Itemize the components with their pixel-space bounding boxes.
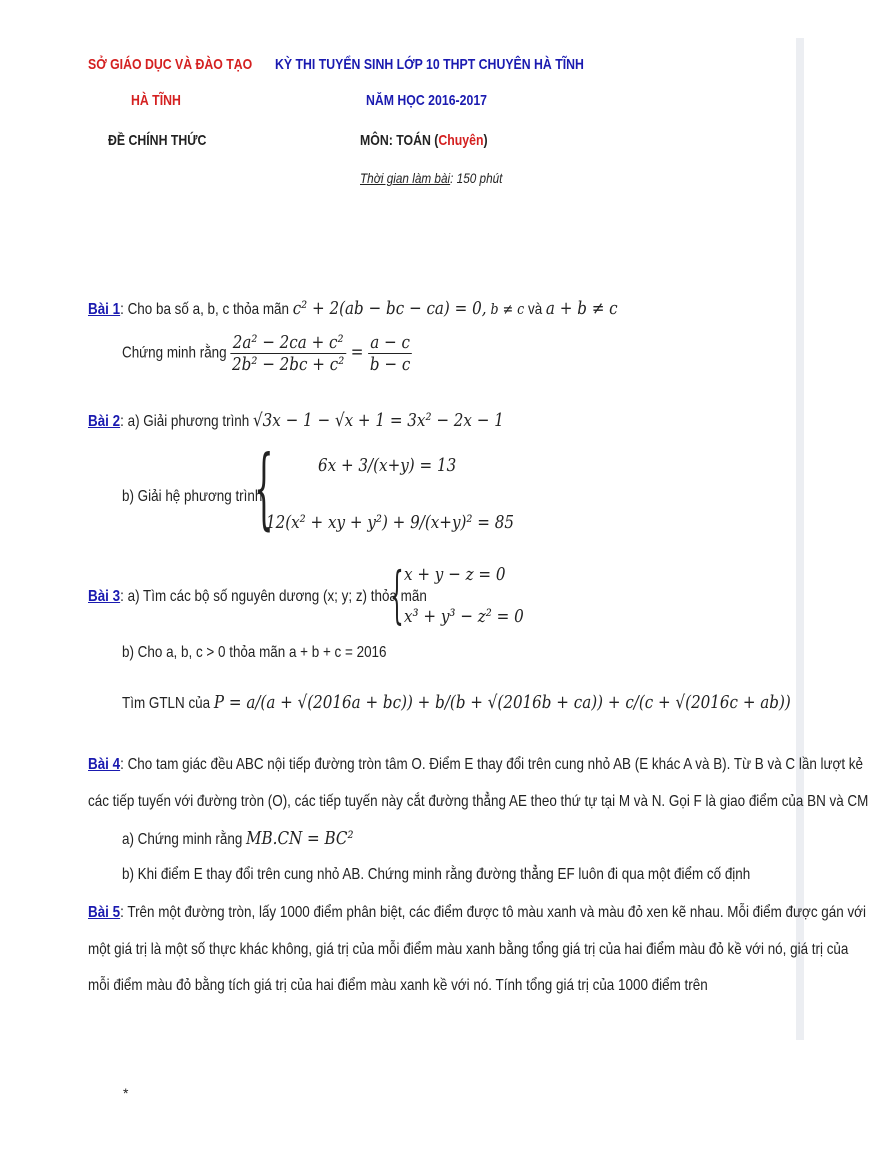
problem-4-a-eq: MB.CN = BC² (246, 828, 354, 849)
problem-5-line-1 (88, 904, 866, 922)
problem-1-prove (122, 332, 412, 375)
problem-2-b-eq1: 6x + 3/(x+y) = 13 (318, 455, 457, 476)
subject-line (360, 132, 488, 149)
problem-2-brace: { (254, 436, 274, 539)
problem-1-text: : Cho ba số a, b, c thỏa mãn (120, 301, 293, 318)
problem-4-text-1: : Cho tam giác đều ABC nội tiếp đường tròn tâm O. Điểm E thay đổi trên cung nhỏ AB (E khác A và B). Từ B và C lần lượt kẻ (120, 756, 863, 773)
problem-2-a-eq: √3x − 1 − √x + 1 = 3x² − 2x − 1 (252, 410, 504, 431)
problem-1-rhs-den: b − c (369, 354, 411, 375)
problem-3-brace: { (390, 558, 404, 631)
problem-3-a-eq1: x + y − z = 0 (404, 564, 506, 585)
problem-2-label: Bài 2 (88, 413, 121, 430)
problem-4-a (122, 828, 354, 849)
problem-2-b-eq2: 12(x² + xy + y²) + 9/(x+y)² = 85 (266, 512, 514, 533)
problem-1-lhs-num: 2a² − 2ca + c² (230, 332, 346, 354)
problem-4-line-1 (88, 756, 863, 774)
problem-3-b-find-text: Tìm GTLN của (122, 695, 214, 712)
problem-3-label: Bài 3 (88, 588, 121, 605)
problem-1-eq-sign: = (345, 341, 369, 363)
footer-star: * (123, 1085, 129, 1101)
problem-5-label: Bài 5 (88, 904, 121, 921)
problem-4-text-2: các tiếp tuyến với đường tròn (O), các tiếp tuyến này cắt đường thẳng AE theo thứ tự tại M và N. Gọi F là giao điểm của BN và CM (88, 793, 869, 810)
problem-4-label: Bài 4 (88, 756, 121, 773)
exam-title: KỲ THI TUYỂN SINH LỚP 10 THPT CHUYÊN HÀ TĨNH (275, 56, 584, 73)
problem-1-rhs-num: a − c (368, 332, 412, 354)
problem-5-text-1: : Trên một đường tròn, lấy 1000 điểm phân biệt, các điểm được tô màu xanh và màu đỏ xen kẽ nhau. Mỗi điểm được gán với (120, 904, 866, 921)
time-label: Thời gian làm bài (360, 170, 451, 186)
time-line (360, 170, 502, 186)
subject-label: MÔN: TOÁN ( (360, 132, 439, 149)
problem-3-a-eq2: x³ + y³ − z² = 0 (404, 606, 524, 627)
problem-1-lhs (230, 332, 346, 375)
problem-3-b-find (122, 692, 791, 713)
problem-4-b-text: b) Khi điểm E thay đổi trên cung nhỏ AB. Chứng minh rằng đường thẳng EF luôn đi qua một điểm cố định (122, 866, 751, 883)
problem-1-statement (88, 298, 618, 319)
problem-3-a (88, 588, 427, 606)
dept-line-2: HÀ TĨNH (131, 92, 181, 109)
problem-2-a-text: : a) Giải phương trình (120, 413, 253, 430)
official-label: ĐỀ CHÍNH THỨC (108, 132, 207, 149)
subject-close: ) (483, 132, 488, 149)
problem-3-b-expr: P = a/(a + √(2016a + bc)) + b/(b + √(2016b + ca)) + c/(c + √(2016c + ab)) (213, 692, 791, 713)
problem-1-label: Bài 1 (88, 301, 121, 318)
problem-3-b-text: b) Cho a, b, c > 0 thỏa mãn a + b + c = 2016 (122, 644, 387, 661)
time-value: : 150 phút (450, 170, 503, 186)
problem-1-and: và (524, 301, 546, 318)
problem-2-b-text: b) Giải hệ phương trình (122, 488, 263, 505)
problem-5-text-3: mỗi điểm màu đỏ bằng tích giá trị của hai điểm màu xanh kề với nó. Tính tổng giá trị của 1000 điểm trên (88, 977, 708, 994)
scrollbar[interactable] (796, 38, 804, 1040)
problem-1-lhs-den: 2b² − 2bc + c² (232, 354, 345, 375)
problem-5-text-2: một giá trị là một số thực khác không, giá trị của mỗi điểm màu xanh bằng tổng giá trị của hai điểm màu đỏ kề với nó, giá trị của (88, 941, 849, 958)
problem-1-rhs (368, 332, 412, 375)
problem-1-prove-text: Chứng minh rằng (122, 344, 231, 362)
problem-4-a-text: a) Chứng minh rằng (122, 831, 247, 848)
subject-special: Chuyên (438, 132, 484, 149)
problem-1-cond-eq: c² + 2(ab − bc − ca) = 0, (292, 298, 487, 319)
problem-1-cond-ne1: b ≠ c (486, 300, 525, 318)
dept-line-1: SỞ GIÁO DỤC VÀ ĐÀO TẠO (88, 56, 253, 73)
problem-2-a (88, 410, 504, 431)
problem-1-cond-ne2: a + b ≠ c (545, 298, 618, 319)
school-year: NĂM HỌC 2016-2017 (366, 92, 488, 109)
problem-3-a-text: : a) Tìm các bộ số nguyên dương (x; y; z) thỏa mãn (120, 588, 427, 605)
